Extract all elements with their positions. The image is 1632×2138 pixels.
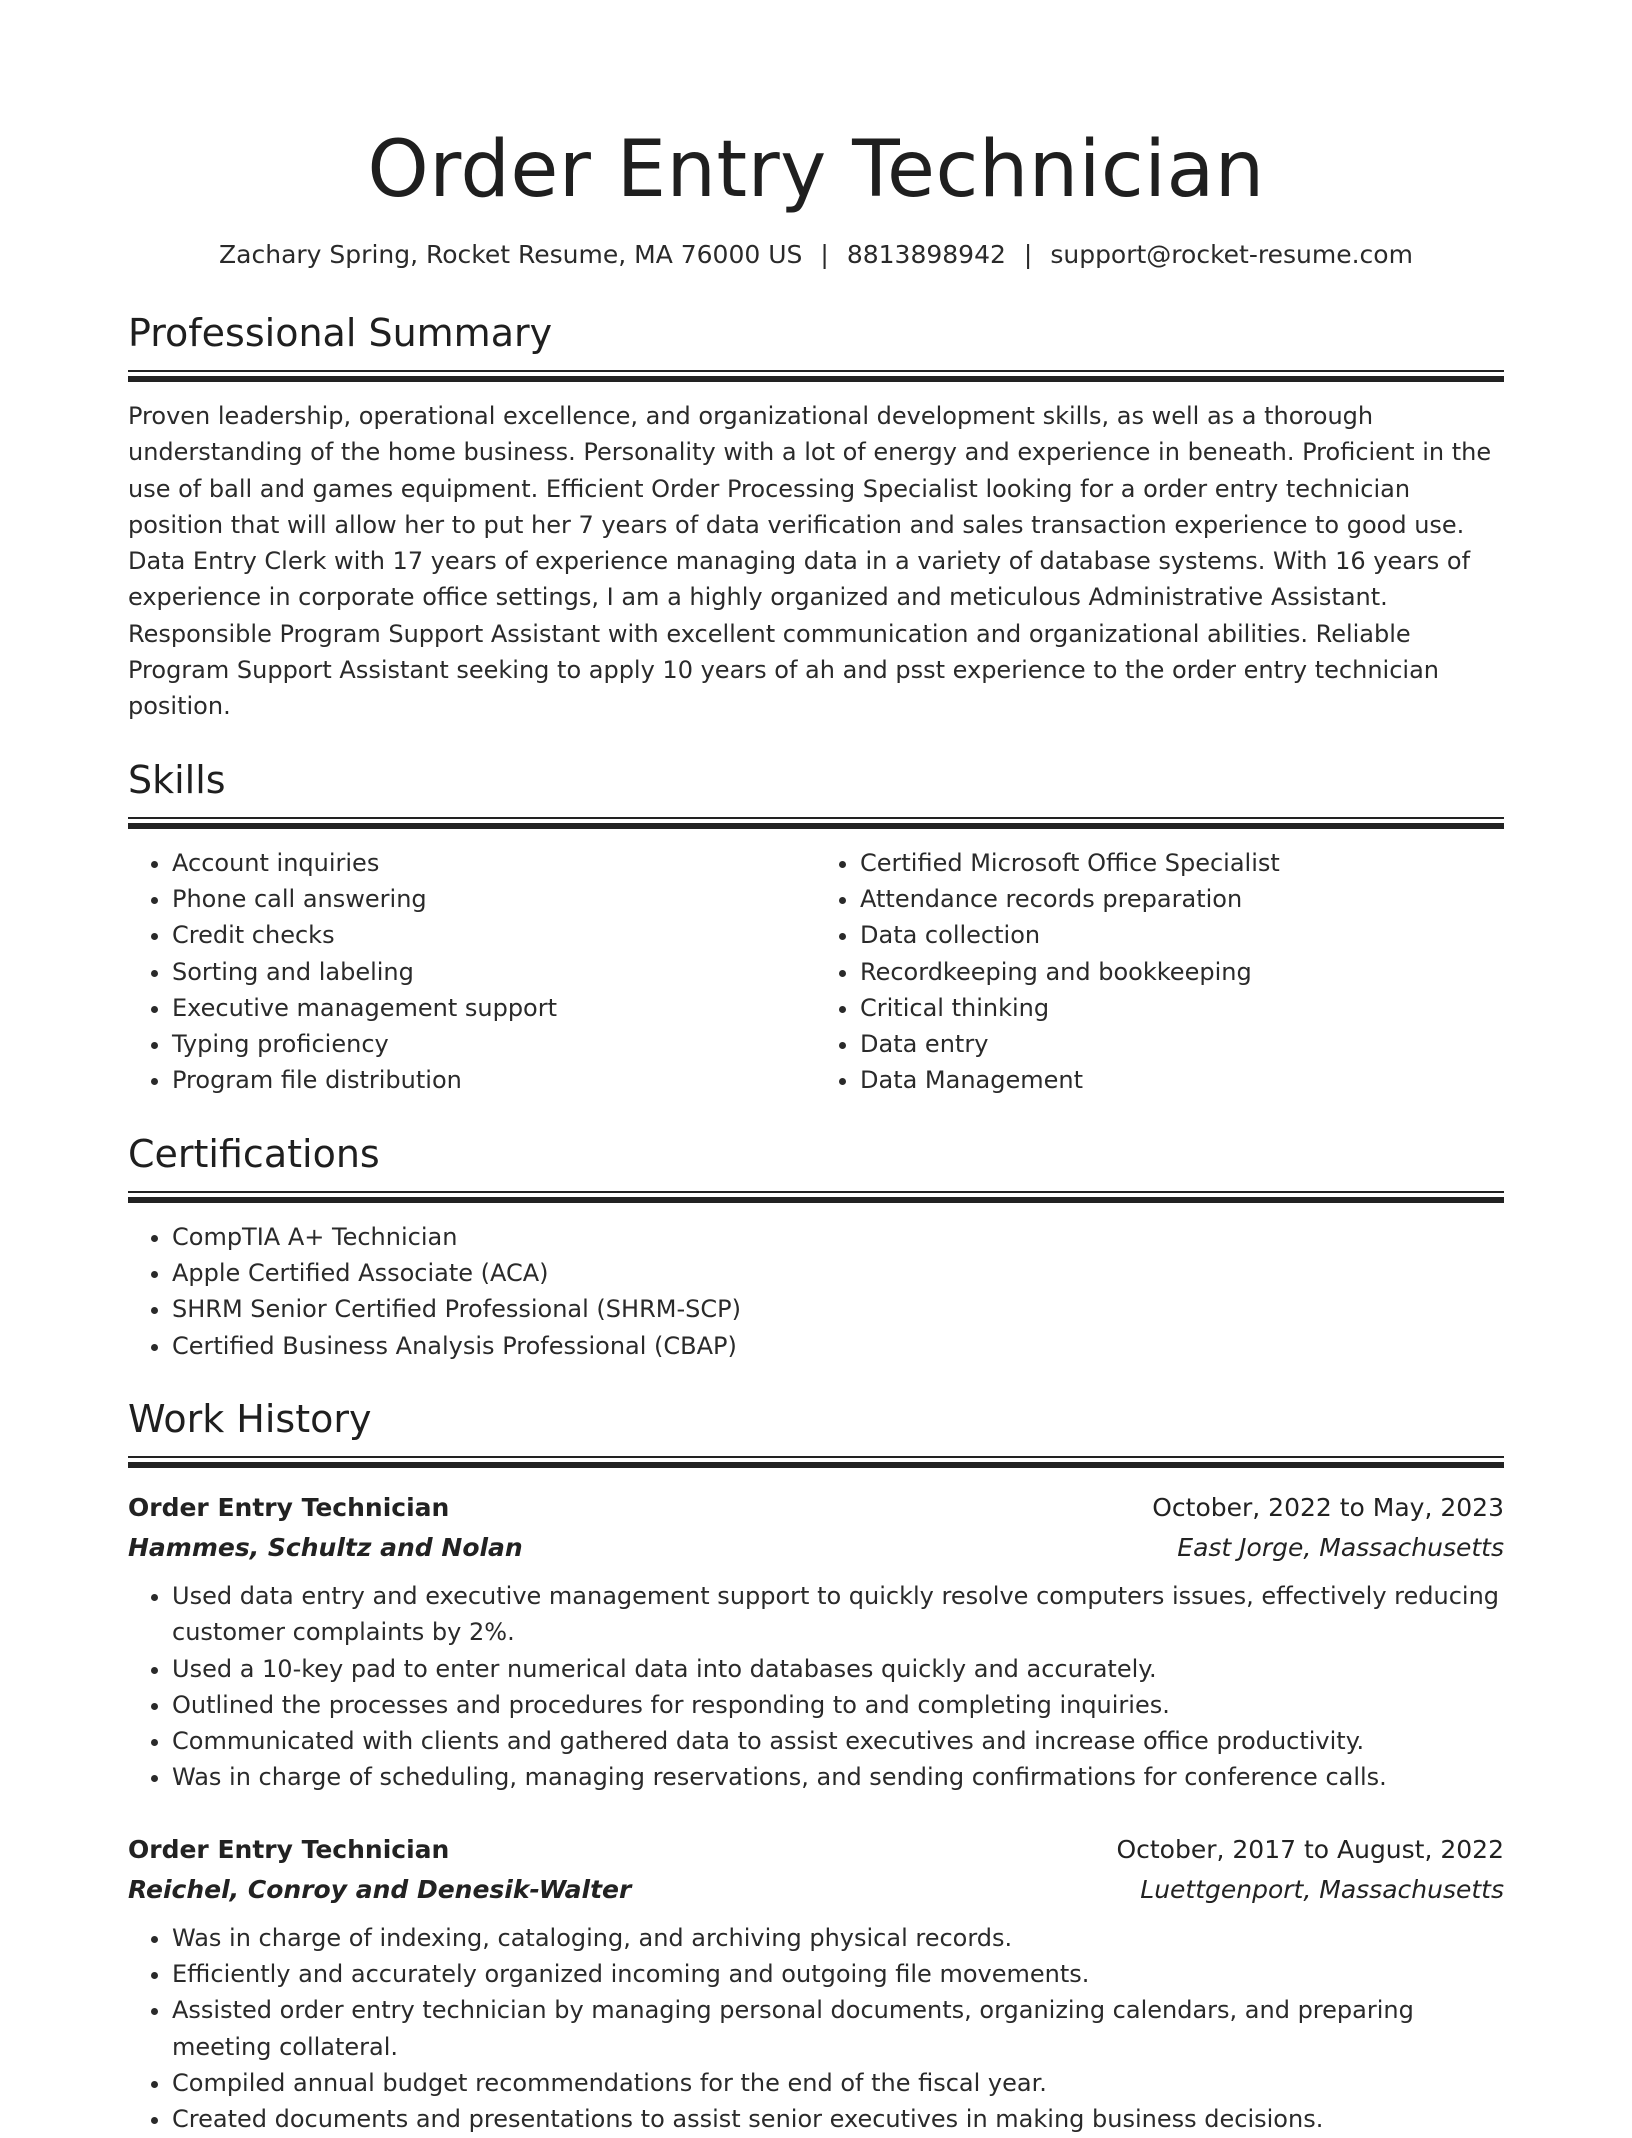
job-location: East Jorge, Massachusetts — [1177, 1532, 1504, 1562]
skills-heading: Skills — [128, 757, 226, 802]
job-bullet: • Efficiently and accurately organized incoming and outgoing file movements. — [172, 1956, 1504, 1992]
skill-item: • Certified Microsoft Office Specialist — [860, 845, 1504, 881]
contact-phone: 8813898942 — [846, 240, 1006, 269]
section-divider — [128, 1456, 1504, 1466]
skill-item: • Program file distribution — [172, 1062, 816, 1098]
job-bullets — [128, 1920, 1504, 2138]
job-title: Order Entry Technician — [128, 1834, 450, 1864]
contact-line — [128, 238, 1504, 272]
skill-item: • Critical thinking — [860, 990, 1504, 1026]
job-company-row — [128, 1870, 1504, 1910]
work-history-heading: Work History — [128, 1396, 372, 1441]
job-bullet: • Was in charge of scheduling, managing reservations, and sending confirmations for conference calls. — [172, 1759, 1504, 1795]
resume-title: Order Entry Technician — [367, 125, 1265, 215]
contact-email: support@rocket-resume.com — [1050, 240, 1413, 269]
job-bullet: • Was in charge of indexing, cataloging, and archiving physical records. — [172, 1920, 1504, 1956]
job-dates: October, 2022 to May, 2023 — [1152, 1492, 1504, 1522]
skill-item: • Account inquiries — [172, 845, 816, 881]
section-divider — [128, 370, 1504, 380]
skills-column-right — [816, 845, 1504, 1099]
skill-item: • Data entry — [860, 1026, 1504, 1062]
section-divider — [128, 817, 1504, 827]
section-divider — [128, 1191, 1504, 1201]
job-bullet: • Created documents and presentations to assist senior executives in making business decisions. — [172, 2101, 1504, 2137]
contact-separator: | — [1023, 240, 1033, 269]
job-bullet: • Compiled annual budget recommendations for the end of the fiscal year. — [172, 2065, 1504, 2101]
summary-section — [128, 308, 1504, 725]
skill-item: • Phone call answering — [172, 881, 816, 917]
certifications-heading: Certifications — [128, 1131, 380, 1176]
summary-text: Proven leadership, operational excellence, and organizational development skills, as well as a thorough understanding of the home business. Personality with a lot of energy and experience in beneath. Proficient in the use of ball and games equipment. Efficient Order Processing Specialist looking for a order entry technician position that will allow her to put her 7 years of data verification and sales transaction experience to good use. Data Entry Clerk with 17 years of experience managing data in a variety of database systems. With 16 years of experience in corporate office settings, I am a highly organized and meticulous Administrative Assistant. Responsible Program Support Assistant with excellent communication and organizational abilities. Reliable Program Support Assistant seeking to apply 10 years of ah and psst experience to the order entry technician position. — [128, 402, 1492, 721]
skill-item: • Data collection — [860, 917, 1504, 953]
skill-item: • Recordkeeping and bookkeeping — [860, 954, 1504, 990]
job-location: Luettgenport, Massachusetts — [1140, 1874, 1504, 1904]
skills-column-left — [128, 845, 816, 1099]
job-bullet: • Communicated with clients and gathered data to assist executives and increase office productivity. — [172, 1723, 1504, 1759]
certification-item: • Apple Certified Associate (ACA) — [172, 1255, 1504, 1291]
job-bullet: • Outlined the processes and procedures for responding to and completing inquiries. — [172, 1687, 1504, 1723]
job-header-row — [128, 1830, 1504, 1870]
skill-item: • Sorting and labeling — [172, 954, 816, 990]
job-bullet: • Used data entry and executive management support to quickly resolve computers issues, effectively reducing customer complaints by 2%. — [172, 1578, 1504, 1651]
job-title: Order Entry Technician — [128, 1492, 450, 1522]
work-history-section — [128, 1394, 1504, 2138]
summary-heading: Professional Summary — [128, 311, 553, 355]
skill-item: • Data Management — [860, 1062, 1504, 1098]
contact-separator: | — [820, 240, 829, 269]
skills-section — [128, 755, 1504, 1099]
job-bullet: • Used a 10-key pad to enter numerical data into databases quickly and accurately. — [172, 1651, 1504, 1687]
job-company: Hammes, Schultz and Nolan — [128, 1532, 523, 1562]
job-entry — [128, 1488, 1504, 1796]
skills-list-right — [816, 845, 1504, 1099]
certifications-list — [128, 1219, 1504, 1364]
job-company-row — [128, 1528, 1504, 1568]
skill-item: • Executive management support — [172, 990, 816, 1026]
certification-item: • SHRM Senior Certified Professional (SHRM-SCP) — [172, 1291, 1504, 1327]
skill-item: • Credit checks — [172, 917, 816, 953]
job-dates: October, 2017 to August, 2022 — [1116, 1834, 1504, 1864]
certification-item: • CompTIA A+ Technician — [172, 1219, 1504, 1255]
job-entry — [128, 1830, 1504, 2138]
job-bullet: • Assisted order entry technician by managing personal documents, organizing calendars, and preparing meeting collateral. — [172, 1992, 1504, 2065]
job-bullets — [128, 1578, 1504, 1796]
skills-list-left — [128, 845, 816, 1099]
job-header-row — [128, 1488, 1504, 1528]
certification-item: • Certified Business Analysis Professional (CBAP) — [172, 1328, 1504, 1364]
skills-columns — [128, 845, 1504, 1099]
contact-address: Zachary Spring, Rocket Resume, MA 76000 US — [219, 240, 803, 269]
skill-item: • Typing proficiency — [172, 1026, 816, 1062]
certifications-section — [128, 1129, 1504, 1364]
job-company: Reichel, Conroy and Denesik-Walter — [128, 1874, 632, 1904]
skill-item: • Attendance records preparation — [860, 881, 1504, 917]
